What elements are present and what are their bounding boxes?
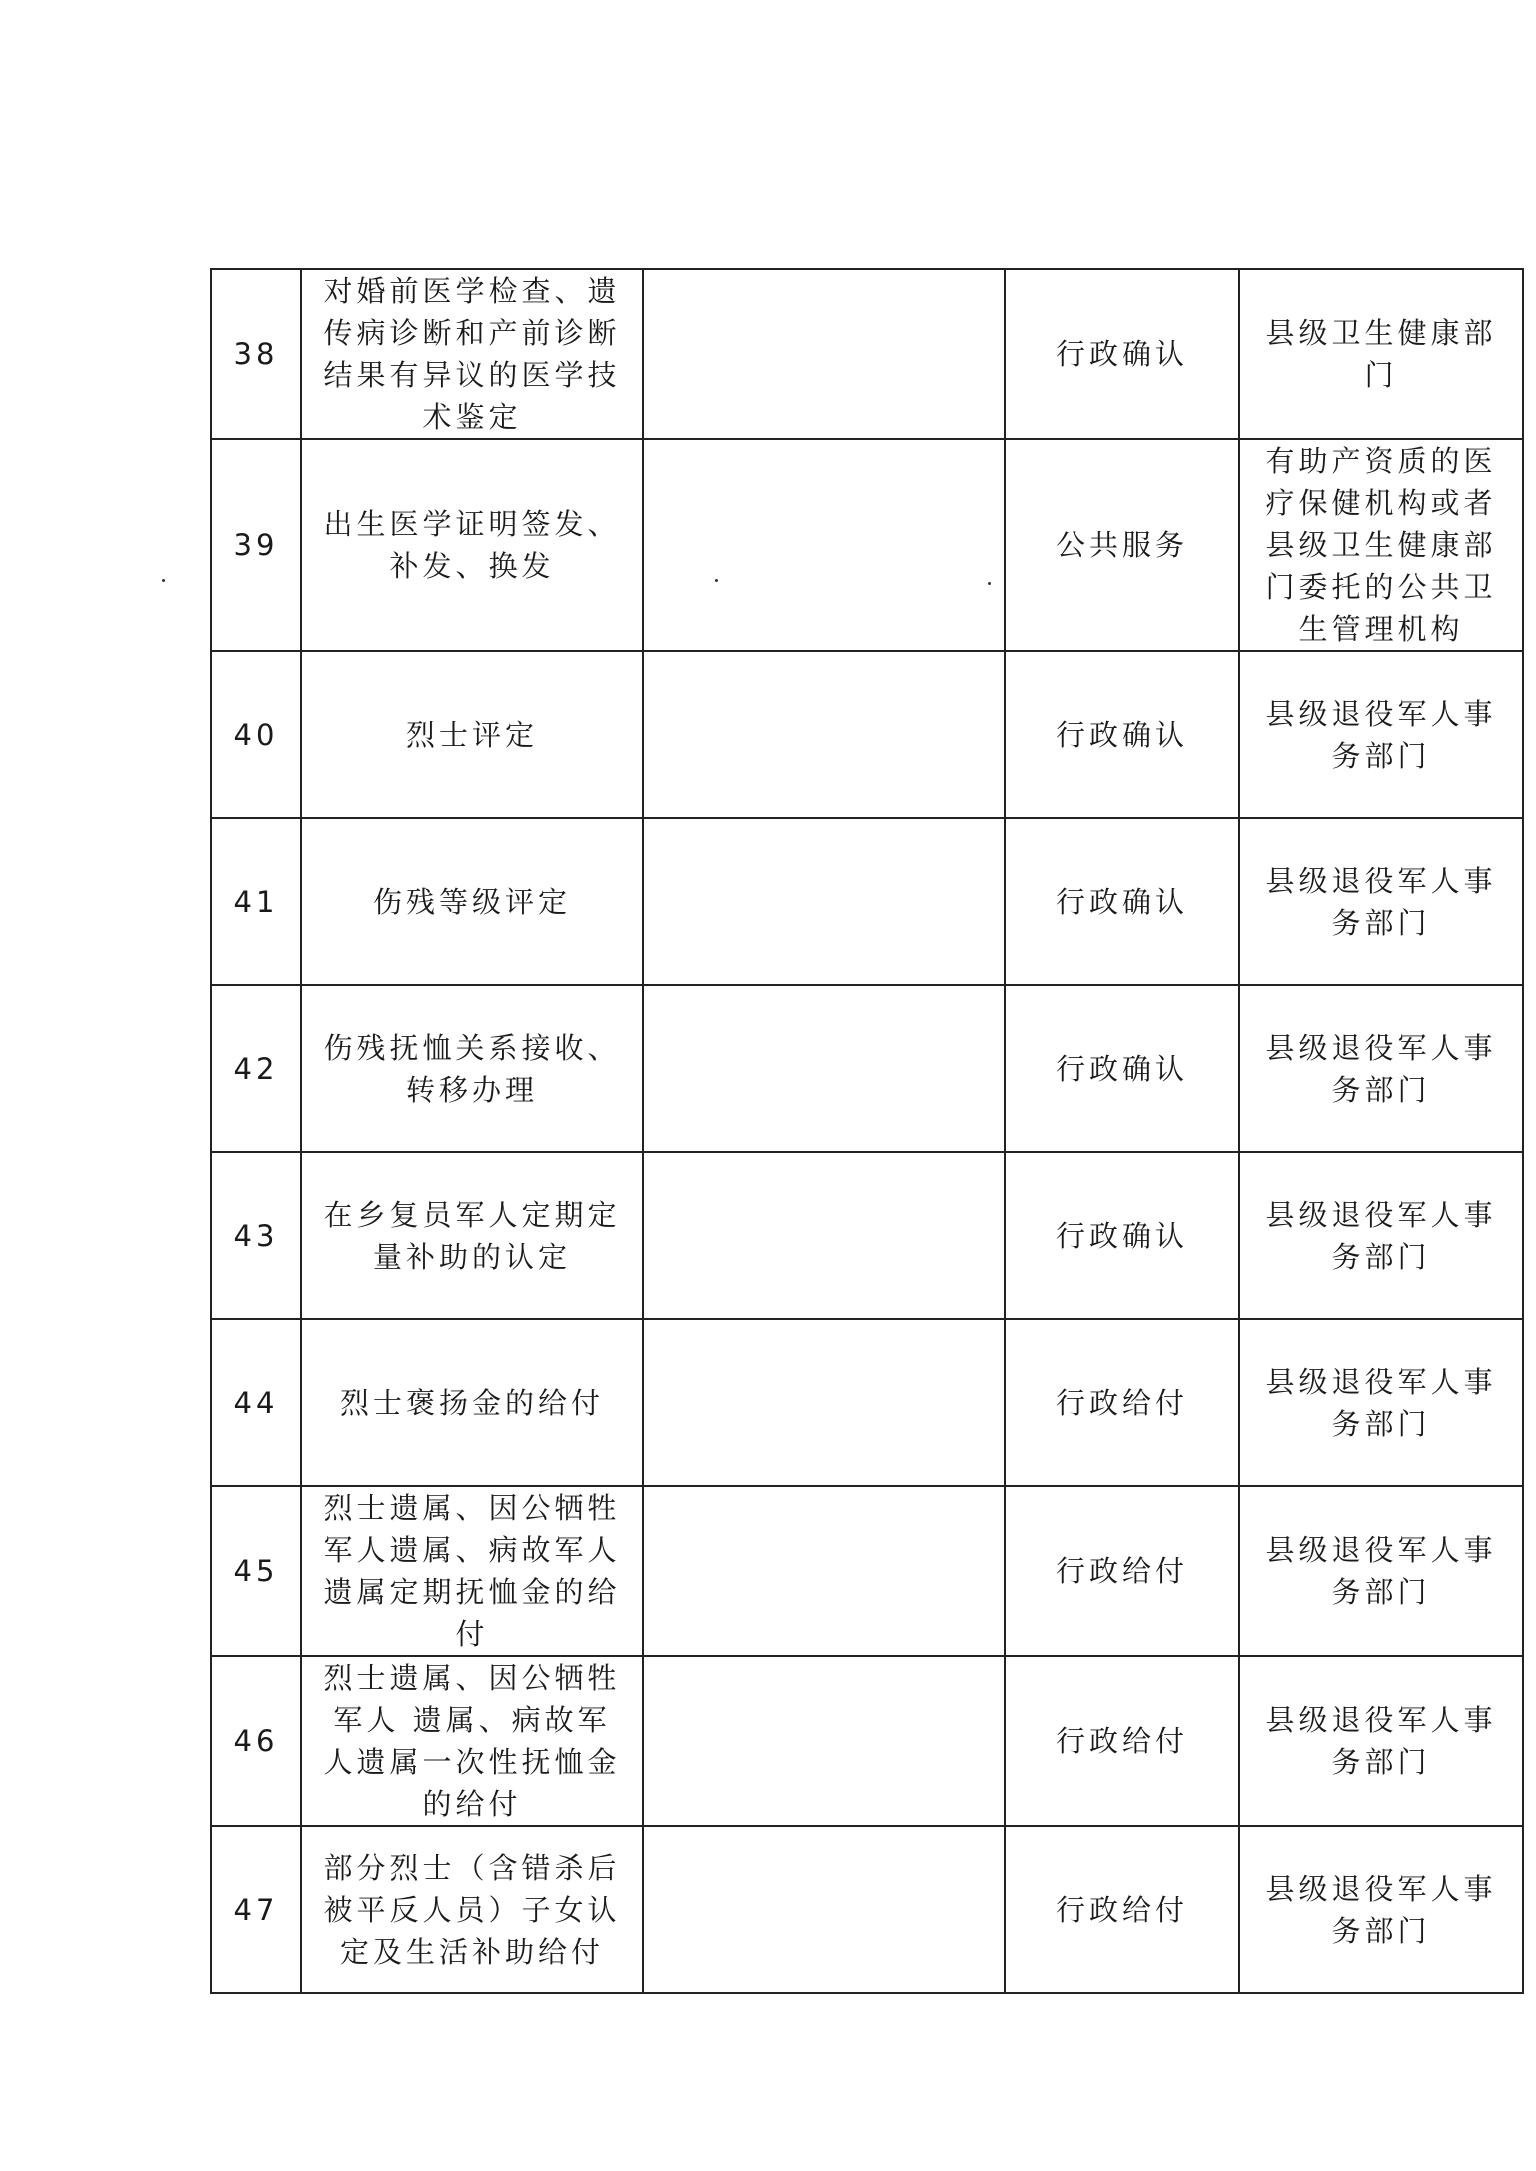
row-number: 46 <box>211 1656 301 1826</box>
item-department: 县级退役军人事务部门 <box>1239 1656 1523 1826</box>
item-department: 县级退役军人事务部门 <box>1239 1486 1523 1656</box>
items-table <box>210 268 1524 1994</box>
item-type: 行政给付 <box>1005 1486 1239 1656</box>
row-number: 38 <box>211 269 301 439</box>
table-row <box>211 818 1523 985</box>
row-number: 42 <box>211 985 301 1152</box>
item-department: 县级退役军人事务部门 <box>1239 1319 1523 1486</box>
item-basis <box>643 651 1005 818</box>
item-name: 烈士遗属、因公牺牲军人 遗属、病故军人遗属一次性抚恤金的给付 <box>301 1656 643 1826</box>
item-name: 对婚前医学检查、遗传病诊断和产前诊断结果有异议的医学技术鉴定 <box>301 269 643 439</box>
item-name: 部分烈士（含错杀后被平反人员）子女认定及生活补助给付 <box>301 1826 643 1993</box>
item-name: 烈士评定 <box>301 651 643 818</box>
scan-speck <box>162 579 165 582</box>
item-department: 县级退役军人事务部门 <box>1239 651 1523 818</box>
row-number: 41 <box>211 818 301 985</box>
table-row <box>211 1152 1523 1319</box>
item-type: 行政给付 <box>1005 1826 1239 1993</box>
scan-speck <box>715 579 718 582</box>
item-basis <box>643 1486 1005 1656</box>
item-type: 公共服务 <box>1005 439 1239 651</box>
item-name: 烈士褒扬金的给付 <box>301 1319 643 1486</box>
item-type: 行政确认 <box>1005 1152 1239 1319</box>
table-row <box>211 1486 1523 1656</box>
item-name: 出生医学证明签发、补发、换发 <box>301 439 643 651</box>
table-row <box>211 269 1523 439</box>
table-row <box>211 1826 1523 1993</box>
item-department: 县级退役军人事务部门 <box>1239 1826 1523 1993</box>
item-type: 行政给付 <box>1005 1656 1239 1826</box>
item-basis <box>643 818 1005 985</box>
item-basis <box>643 1152 1005 1319</box>
item-department: 县级退役军人事务部门 <box>1239 1152 1523 1319</box>
row-number: 45 <box>211 1486 301 1656</box>
item-basis <box>643 1656 1005 1826</box>
item-type: 行政确认 <box>1005 818 1239 985</box>
item-name: 伤残抚恤关系接收、转移办理 <box>301 985 643 1152</box>
scan-speck <box>988 582 991 585</box>
item-basis <box>643 439 1005 651</box>
table-row <box>211 651 1523 818</box>
item-department: 有助产资质的医疗保健机构或者县级卫生健康部门委托的公共卫生管理机构 <box>1239 439 1523 651</box>
table-row <box>211 439 1523 651</box>
item-type: 行政给付 <box>1005 1319 1239 1486</box>
item-type: 行政确认 <box>1005 651 1239 818</box>
item-name: 伤残等级评定 <box>301 818 643 985</box>
row-number: 43 <box>211 1152 301 1319</box>
item-basis <box>643 985 1005 1152</box>
item-department: 县级退役军人事务部门 <box>1239 818 1523 985</box>
item-type: 行政确认 <box>1005 269 1239 439</box>
item-name: 烈士遗属、因公牺牲军人遗属、病故军人遗属定期抚恤金的给付 <box>301 1486 643 1656</box>
item-basis <box>643 1319 1005 1486</box>
table-row <box>211 1319 1523 1486</box>
table-row <box>211 985 1523 1152</box>
item-name: 在乡复员军人定期定量补助的认定 <box>301 1152 643 1319</box>
item-type: 行政确认 <box>1005 985 1239 1152</box>
item-department: 县级退役军人事务部门 <box>1239 985 1523 1152</box>
item-department: 县级卫生健康部门 <box>1239 269 1523 439</box>
row-number: 44 <box>211 1319 301 1486</box>
item-basis <box>643 269 1005 439</box>
row-number: 39 <box>211 439 301 651</box>
row-number: 40 <box>211 651 301 818</box>
row-number: 47 <box>211 1826 301 1993</box>
table-row <box>211 1656 1523 1826</box>
item-basis <box>643 1826 1005 1993</box>
